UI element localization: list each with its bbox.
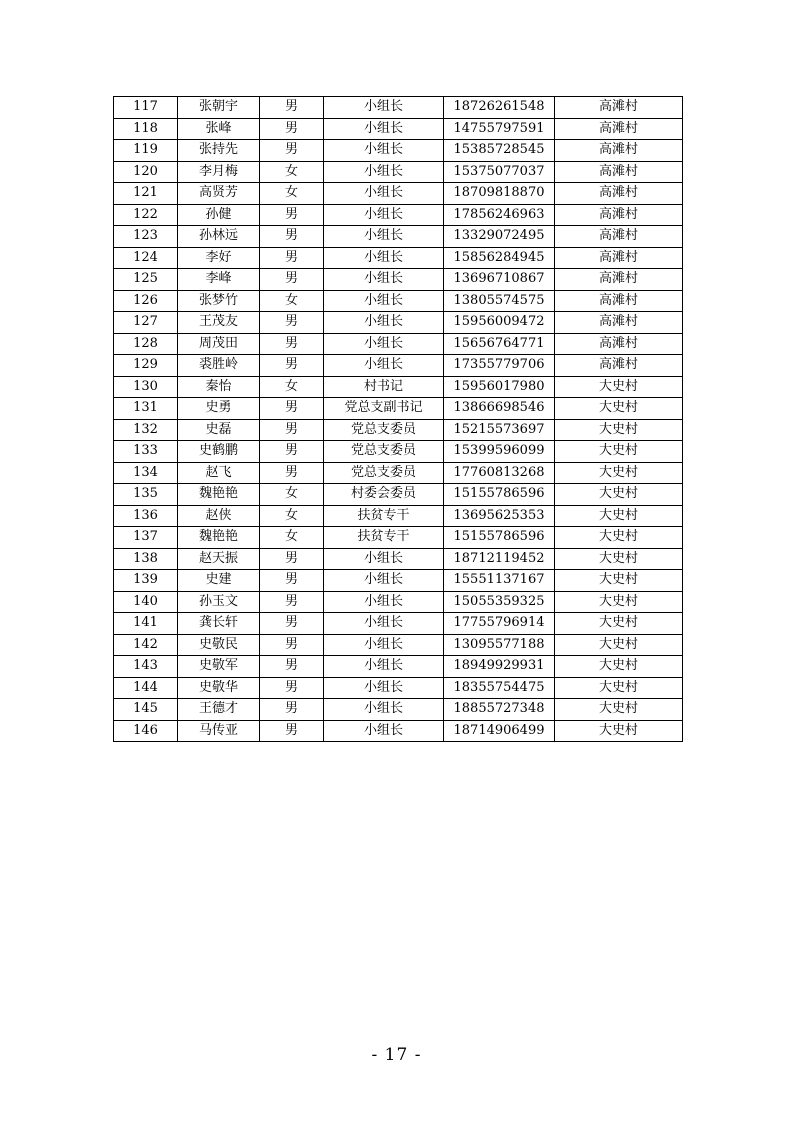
table-row [114,312,683,334]
gender-cell: 女 [260,527,324,549]
phone-number-cell: 15055359325 [444,591,555,613]
table-row [114,634,683,656]
person-name-cell: 魏艳艳 [178,484,260,506]
row-number-cell: 140 [114,591,178,613]
position-title-cell: 小组长 [324,97,444,119]
village-name-cell: 高滩村 [555,161,683,183]
position-title-cell: 小组长 [324,269,444,291]
gender-cell: 女 [260,161,324,183]
phone-number-cell: 15385728545 [444,140,555,162]
phone-number-cell: 17755796914 [444,613,555,635]
village-name-cell: 大史村 [555,656,683,678]
position-title-cell: 小组长 [324,548,444,570]
position-title-cell: 小组长 [324,161,444,183]
person-name-cell: 史建 [178,570,260,592]
gender-cell: 男 [260,699,324,721]
phone-number-cell: 18714906499 [444,720,555,742]
position-title-cell: 小组长 [324,355,444,377]
village-name-cell: 高滩村 [555,269,683,291]
village-name-cell: 大史村 [555,634,683,656]
gender-cell: 男 [260,226,324,248]
phone-number-cell: 13095577188 [444,634,555,656]
position-title-cell: 小组长 [324,183,444,205]
phone-number-cell: 15656764771 [444,333,555,355]
row-number-cell: 129 [114,355,178,377]
person-name-cell: 张朝宇 [178,97,260,119]
village-name-cell: 大史村 [555,613,683,635]
person-name-cell: 史敬军 [178,656,260,678]
person-name-cell: 王茂友 [178,312,260,334]
position-title-cell: 小组长 [324,699,444,721]
person-name-cell: 史勇 [178,398,260,420]
table-row [114,677,683,699]
phone-number-cell: 15956009472 [444,312,555,334]
gender-cell: 男 [260,204,324,226]
village-name-cell: 高滩村 [555,118,683,140]
page-number: - 17 - [371,1045,422,1065]
gender-cell: 男 [260,634,324,656]
position-title-cell: 党总支委员 [324,462,444,484]
gender-cell: 男 [260,570,324,592]
row-number-cell: 133 [114,441,178,463]
person-name-cell: 史鹤鹏 [178,441,260,463]
row-number-cell: 135 [114,484,178,506]
gender-cell: 男 [260,677,324,699]
phone-number-cell: 13695625353 [444,505,555,527]
table-row [114,269,683,291]
gender-cell: 男 [260,591,324,613]
village-name-cell: 高滩村 [555,97,683,119]
phone-number-cell: 17355779706 [444,355,555,377]
table-row [114,613,683,635]
village-name-cell: 大史村 [555,548,683,570]
roster-body [114,97,683,742]
village-name-cell: 大史村 [555,591,683,613]
village-name-cell: 高滩村 [555,226,683,248]
village-name-cell: 大史村 [555,376,683,398]
row-number-cell: 145 [114,699,178,721]
gender-cell: 女 [260,376,324,398]
table-row [114,484,683,506]
person-name-cell: 李好 [178,247,260,269]
position-title-cell: 小组长 [324,333,444,355]
row-number-cell: 119 [114,140,178,162]
position-title-cell: 小组长 [324,613,444,635]
row-number-cell: 122 [114,204,178,226]
person-name-cell: 史敬华 [178,677,260,699]
phone-number-cell: 15155786596 [444,527,555,549]
phone-number-cell: 15956017980 [444,376,555,398]
village-name-cell: 高滩村 [555,204,683,226]
gender-cell: 男 [260,312,324,334]
table-row [114,527,683,549]
person-name-cell: 张峰 [178,118,260,140]
table-row [114,118,683,140]
village-name-cell: 大史村 [555,441,683,463]
village-name-cell: 高滩村 [555,290,683,312]
village-name-cell: 大史村 [555,398,683,420]
table-row [114,505,683,527]
table-row [114,183,683,205]
row-number-cell: 125 [114,269,178,291]
person-name-cell: 孙玉文 [178,591,260,613]
row-number-cell: 146 [114,720,178,742]
row-number-cell: 137 [114,527,178,549]
table-row [114,140,683,162]
village-name-cell: 高滩村 [555,312,683,334]
row-number-cell: 130 [114,376,178,398]
village-name-cell: 大史村 [555,720,683,742]
village-name-cell: 大史村 [555,699,683,721]
gender-cell: 男 [260,140,324,162]
gender-cell: 男 [260,118,324,140]
position-title-cell: 小组长 [324,247,444,269]
position-title-cell: 小组长 [324,591,444,613]
phone-number-cell: 15215573697 [444,419,555,441]
person-name-cell: 李峰 [178,269,260,291]
phone-number-cell: 13866698546 [444,398,555,420]
row-number-cell: 117 [114,97,178,119]
phone-number-cell: 13696710867 [444,269,555,291]
phone-number-cell: 15551137167 [444,570,555,592]
position-title-cell: 党总支副书记 [324,398,444,420]
gender-cell: 男 [260,333,324,355]
row-number-cell: 139 [114,570,178,592]
position-title-cell: 小组长 [324,204,444,226]
person-name-cell: 李月梅 [178,161,260,183]
position-title-cell: 小组长 [324,634,444,656]
gender-cell: 男 [260,548,324,570]
person-name-cell: 孙林远 [178,226,260,248]
person-name-cell: 张梦竹 [178,290,260,312]
table-row [114,398,683,420]
row-number-cell: 134 [114,462,178,484]
row-number-cell: 138 [114,548,178,570]
table-row [114,161,683,183]
gender-cell: 男 [260,441,324,463]
position-title-cell: 小组长 [324,312,444,334]
position-title-cell: 小组长 [324,290,444,312]
village-name-cell: 大史村 [555,677,683,699]
table-row [114,290,683,312]
phone-number-cell: 15399596099 [444,441,555,463]
row-number-cell: 123 [114,226,178,248]
village-name-cell: 大史村 [555,484,683,506]
phone-number-cell: 18855727348 [444,699,555,721]
position-title-cell: 小组长 [324,720,444,742]
table-row [114,548,683,570]
row-number-cell: 118 [114,118,178,140]
phone-number-cell: 18712119452 [444,548,555,570]
village-name-cell: 高滩村 [555,355,683,377]
village-name-cell: 高滩村 [555,140,683,162]
table-row [114,226,683,248]
person-name-cell: 裘胜岭 [178,355,260,377]
phone-number-cell: 17760813268 [444,462,555,484]
person-name-cell: 马传亚 [178,720,260,742]
gender-cell: 男 [260,613,324,635]
row-number-cell: 136 [114,505,178,527]
person-name-cell: 周茂田 [178,333,260,355]
row-number-cell: 132 [114,419,178,441]
phone-number-cell: 15856284945 [444,247,555,269]
phone-number-cell: 17856246963 [444,204,555,226]
row-number-cell: 141 [114,613,178,635]
position-title-cell: 小组长 [324,140,444,162]
person-name-cell: 史敬民 [178,634,260,656]
village-name-cell: 高滩村 [555,247,683,269]
phone-number-cell: 15155786596 [444,484,555,506]
position-title-cell: 小组长 [324,226,444,248]
row-number-cell: 142 [114,634,178,656]
row-number-cell: 131 [114,398,178,420]
position-title-cell: 村委会委员 [324,484,444,506]
person-name-cell: 王德才 [178,699,260,721]
row-number-cell: 144 [114,677,178,699]
person-name-cell: 史磊 [178,419,260,441]
phone-number-cell: 18709818870 [444,183,555,205]
position-title-cell: 小组长 [324,677,444,699]
village-name-cell: 大史村 [555,462,683,484]
gender-cell: 女 [260,505,324,527]
gender-cell: 男 [260,269,324,291]
phone-number-cell: 14755797591 [444,118,555,140]
table-row [114,419,683,441]
gender-cell: 男 [260,355,324,377]
person-name-cell: 孙健 [178,204,260,226]
position-title-cell: 小组长 [324,118,444,140]
position-title-cell: 党总支委员 [324,441,444,463]
village-name-cell: 高滩村 [555,333,683,355]
person-name-cell: 赵天振 [178,548,260,570]
gender-cell: 男 [260,398,324,420]
position-title-cell: 党总支委员 [324,419,444,441]
person-name-cell: 张持先 [178,140,260,162]
gender-cell: 男 [260,419,324,441]
village-name-cell: 大史村 [555,527,683,549]
phone-number-cell: 18355754475 [444,677,555,699]
row-number-cell: 127 [114,312,178,334]
person-name-cell: 龚长轩 [178,613,260,635]
person-name-cell: 秦怡 [178,376,260,398]
person-name-cell: 魏艳艳 [178,527,260,549]
table-row [114,247,683,269]
row-number-cell: 128 [114,333,178,355]
table-row [114,333,683,355]
position-title-cell: 小组长 [324,570,444,592]
table-row [114,656,683,678]
person-name-cell: 赵飞 [178,462,260,484]
village-name-cell: 大史村 [555,570,683,592]
position-title-cell: 小组长 [324,656,444,678]
person-name-cell: 高贤芳 [178,183,260,205]
roster-table [113,96,683,742]
gender-cell: 男 [260,462,324,484]
gender-cell: 男 [260,97,324,119]
person-name-cell: 赵侠 [178,505,260,527]
table-row [114,699,683,721]
table-row [114,355,683,377]
gender-cell: 男 [260,247,324,269]
village-name-cell: 高滩村 [555,183,683,205]
village-name-cell: 大史村 [555,505,683,527]
table-row [114,376,683,398]
gender-cell: 男 [260,720,324,742]
gender-cell: 女 [260,484,324,506]
table-row [114,97,683,119]
row-number-cell: 143 [114,656,178,678]
row-number-cell: 120 [114,161,178,183]
position-title-cell: 扶贫专干 [324,527,444,549]
table-row [114,720,683,742]
position-title-cell: 村书记 [324,376,444,398]
phone-number-cell: 15375077037 [444,161,555,183]
phone-number-cell: 18949929931 [444,656,555,678]
phone-number-cell: 13329072495 [444,226,555,248]
position-title-cell: 扶贫专干 [324,505,444,527]
table-row [114,204,683,226]
phone-number-cell: 13805574575 [444,290,555,312]
row-number-cell: 126 [114,290,178,312]
gender-cell: 男 [260,656,324,678]
row-number-cell: 121 [114,183,178,205]
table-row [114,591,683,613]
gender-cell: 女 [260,183,324,205]
table-row [114,441,683,463]
table-row [114,570,683,592]
phone-number-cell: 18726261548 [444,97,555,119]
table-row [114,462,683,484]
gender-cell: 女 [260,290,324,312]
village-name-cell: 大史村 [555,419,683,441]
row-number-cell: 124 [114,247,178,269]
